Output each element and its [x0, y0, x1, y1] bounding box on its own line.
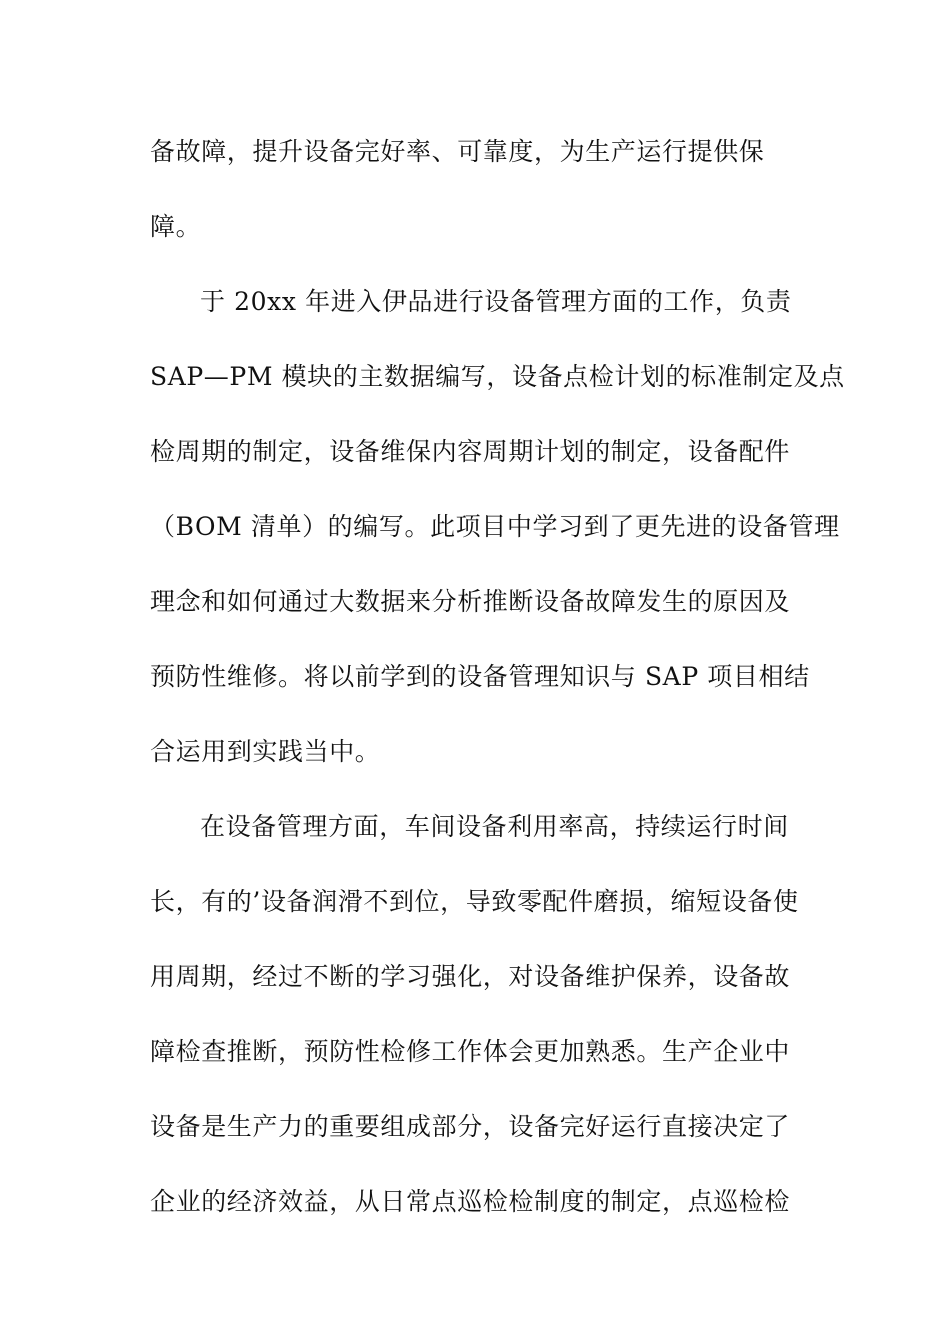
paragraph-first-line: 在设备管理方面，车间设备利用率高，持续运行时间	[200, 812, 789, 841]
text-line: 障检查推断，预防性检修工作体会更加熟悉。生产企业中	[150, 1037, 791, 1066]
text-line: 备故障，提升设备完好率、可靠度，为生产运行提供保	[150, 137, 765, 166]
paragraph-first-line: 于 20xx 年进入伊品进行设备管理方面的工作，负责	[200, 287, 792, 316]
text-line: 长，有的’设备润滑不到位，导致零配件磨损，缩短设备使	[150, 887, 799, 916]
text-line: 合运用到实践当中。	[150, 737, 381, 766]
text-line: 障。	[150, 212, 202, 241]
text-line: 检周期的制定，设备维保内容周期计划的制定，设备配件	[150, 437, 791, 466]
text-line: 理念和如何通过大数据来分析推断设备故障发生的原因及	[150, 587, 791, 616]
text-line: SAP—PM 模块的主数据编写，设备点检计划的标准制定及点	[150, 362, 845, 391]
text-line: 预防性维修。将以前学到的设备管理知识与 SAP 项目相结	[150, 662, 810, 691]
text-line: 企业的经济效益，从日常点巡检检制度的制定，点巡检检	[150, 1187, 791, 1216]
text-line: 设备是生产力的重要组成部分，设备完好运行直接决定了	[150, 1112, 791, 1141]
text-line: （BOM 清单）的编写。此项目中学习到了更先进的设备管理	[150, 512, 840, 541]
text-line: 用周期，经过不断的学习强化，对设备维护保养，设备故	[150, 962, 791, 991]
